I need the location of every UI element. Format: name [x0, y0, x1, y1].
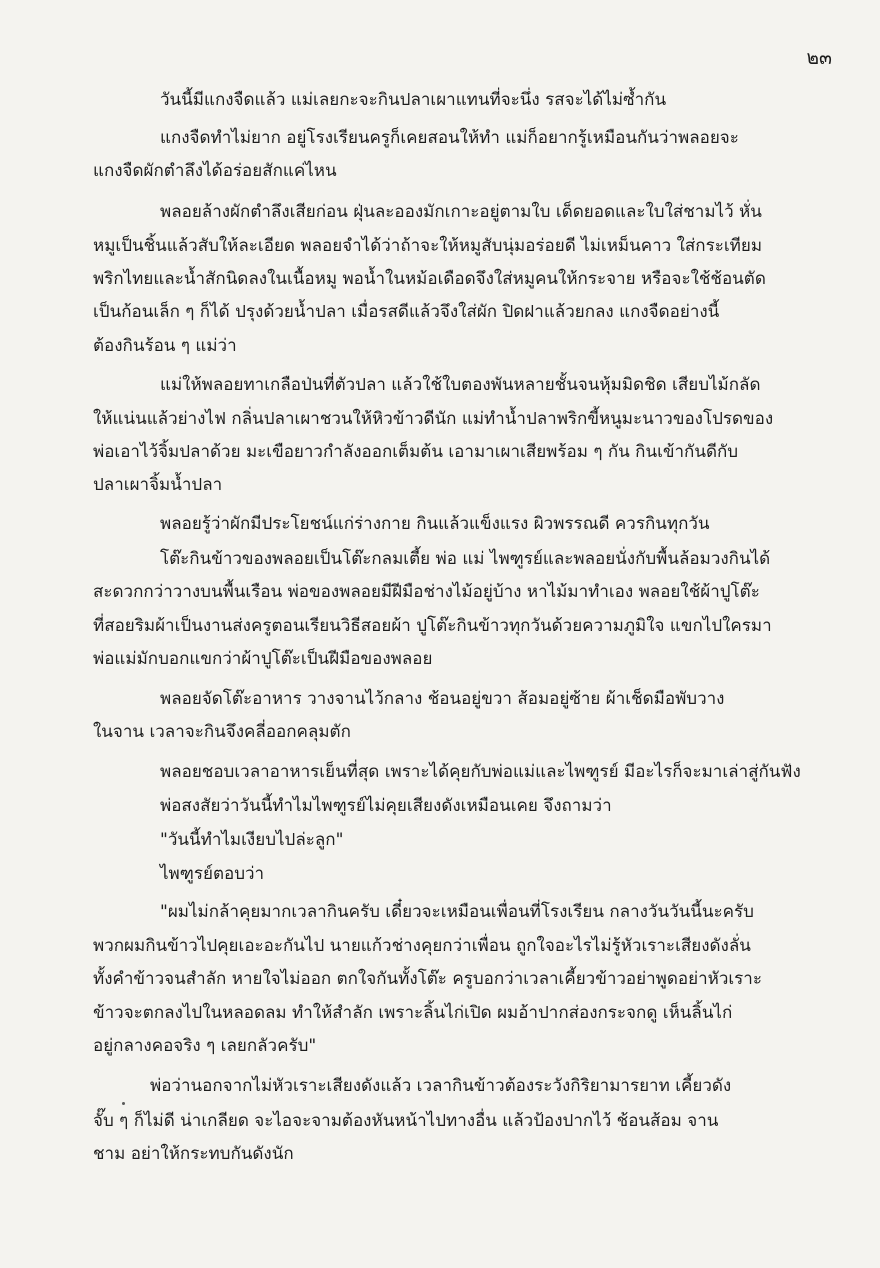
text-line: เป็นก้อนเล็ก ๆ ก็ได้ ปรุงด้วยน้ำปลา เมื่อรสดีแล้วจึงใส่ผัก ปิดฝาแล้วยกลง แกงจืดอย่างนี้: [93, 302, 720, 322]
text-line: วันนี้มีแกงจืดแล้ว แม่เลยกะจะกินปลาเผาแทนที่จะนึ่ง รสจะได้ไม่ซ้ำกัน: [160, 90, 667, 110]
text-line: อยู่กลางคอจริง ๆ เลยกลัวครับ": [93, 1036, 317, 1056]
text-line: ชาม อย่าให้กระทบกันดังนัก: [93, 1144, 294, 1164]
text-line: ที่สอยริมผ้าเป็นงานส่งครูตอนเรียนวิธีสอยผ้า ปูโต๊ะกินข้าวทุกวันด้วยความภูมิใจ แขกไปใครมา: [93, 616, 772, 636]
text-line: "ผมไม่กล้าคุยมากเวลากินครับ เดี๋ยวจะเหมือนเพื่อนที่โรงเรียน กลางวันวันนี้นะครับ: [160, 902, 754, 922]
text-line: แกงจืดผักตำลึงได้อร่อยสักแค่ไหน: [93, 161, 337, 181]
text-line: ข้าวจะตกลงไปในหลอดลม ทำให้สำลัก เพราะลิ้นไก่เปิด ผมอ้าปากส่องกระจกดู เห็นลิ้นไก่: [93, 1003, 733, 1023]
text-line: ปลาเผาจิ้มน้ำปลา: [93, 475, 223, 495]
text-line: พ่อสงสัยว่าวันนี้ทำไมไพฑูรย์ไม่คุยเสียงดังเหมือนเคย จึงถามว่า: [160, 796, 612, 816]
text-line: จั๊บ ๆ ก็ไม่ดี น่าเกลียด จะไอจะจามต้องหันหน้าไปทางอื่น แล้วป้องปากไว้ ช้อนส้อม จาน: [93, 1111, 719, 1131]
stray-dot: [122, 1102, 125, 1105]
text-line: พลอยชอบเวลาอาหารเย็นที่สุด เพราะได้คุยกับพ่อแม่และไพฑูรย์ มีอะไรก็จะมาเล่าสู่กันฟัง: [160, 762, 801, 782]
text-line: พ่อเอาไว้จิ้มปลาด้วย มะเขือยาวกำลังออกเต็มต้น เอามาเผาเสียพร้อม ๆ กัน กินเข้ากันดีกับ: [93, 442, 739, 462]
text-line: "วันนี้ทำไมเงียบไปล่ะลูก": [160, 830, 344, 850]
text-line: พ่อแม่มักบอกแขกว่าผ้าปูโต๊ะเป็นฝีมือของพลอย: [93, 649, 433, 669]
text-line: พริกไทยและน้ำสักนิดลงในเนื้อหมู พอน้ำในหม้อเดือดจึงใส่หมูคนให้กระจาย หรือจะใช้ช้อนตัด: [93, 269, 766, 289]
text-line: ให้แน่นแล้วย่างไฟ กลิ่นปลาเผาชวนให้หิวข้าวดีนัก แม่ทำน้ำปลาพริกขี้หนูมะนาวของโปรดของ: [93, 409, 774, 429]
text-line: แม่ให้พลอยทาเกลือป่นที่ตัวปลา แล้วใช้ใบตองพันหลายชั้นจนหุ้มมิดชิด เสียบไม้กลัด: [160, 375, 761, 395]
text-line: พวกผมกินข้าวไปคุยเอะอะกันไป นายแก้วช่างคุยกว่าเพื่อน ถูกใจอะไรไม่รู้หัวเราะเสียงดังลั่น: [93, 936, 751, 956]
page-number: ๒๓: [806, 47, 832, 69]
text-line: ในจาน เวลาจะกินจึงคลี่ออกคลุมตัก: [93, 722, 351, 742]
text-line: พลอยล้างผักตำลึงเสียก่อน ฝุ่นละอองมักเกาะอยู่ตามใบ เด็ดยอดและใบใส่ชามไว้ หั่น: [160, 202, 762, 222]
text-line: แกงจืดทำไม่ยาก อยู่โรงเรียนครูก็เคยสอนให้ทำ แม่ก็อยากรู้เหมือนกันว่าพลอยจะ: [160, 128, 739, 148]
text-line: หมูเป็นชิ้นแล้วสับให้ละเอียด พลอยจำได้ว่าถ้าจะให้หมูสับนุ่มอร่อยดี ไม่เหม็นคาว ใส่กระเทียม: [93, 236, 763, 256]
text-line: ต้องกินร้อน ๆ แม่ว่า: [93, 336, 237, 356]
text-line: โต๊ะกินข้าวของพลอยเป็นโต๊ะกลมเตี้ย พ่อ แม่ ไพฑูรย์และพลอยนั่งกับพื้นล้อมวงกินได้: [160, 549, 771, 569]
text-line: พลอยจัดโต๊ะอาหาร วางจานไว้กลาง ช้อนอยู่ขวา ส้อมอยู่ซ้าย ผ้าเช็ดมือพับวาง: [160, 689, 725, 709]
text-line: พลอยรู้ว่าผักมีประโยชน์แก่ร่างกาย กินแล้วแข็งแรง ผิวพรรณดี ควรกินทุกวัน: [160, 514, 710, 534]
text-line: ทั้งคำข้าวจนสำลัก หายใจไม่ออก ตกใจกันทั้งโต๊ะ ครูบอกว่าเวลาเคี้ยวข้าวอย่าพูดอย่าหัวเราะ: [93, 969, 762, 989]
text-line: พ่อว่านอกจากไม่หัวเราะเสียงดังแล้ว เวลากินข้าวต้องระวังกิริยามารยาท เคี้ยวดัง: [150, 1076, 732, 1096]
text-line: สะดวกกว่าวางบนพื้นเรือน พ่อของพลอยมีฝีมือช่างไม้อยู่บ้าง หาไม้มาทำเอง พลอยใช้ผ้าปูโต๊ะ: [93, 582, 760, 602]
text-line: ไพฑูรย์ตอบว่า: [160, 864, 265, 884]
